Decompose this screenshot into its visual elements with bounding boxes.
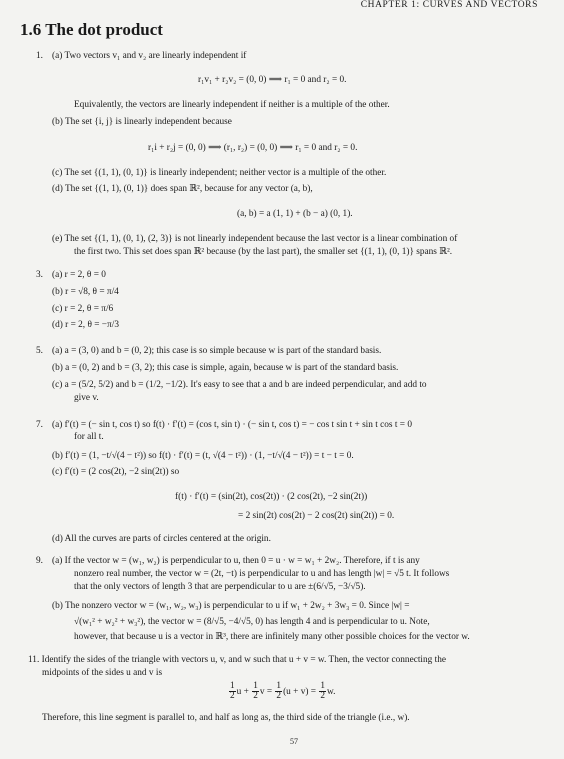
- text-line: (c) The set {(1, 1), (0, 1)} is linearly independent; neither vector is a multiple of the other.: [52, 168, 387, 178]
- text-line: 11. Identify the sides of the triangle with vectors u, v, and w such that u + v = w. Then, the vector connecting the: [28, 655, 446, 665]
- problem-number: 3.: [36, 270, 43, 280]
- text-line: (c) a = (5/2, 5/2) and b = (1/2, −1/2). It's easy to see that a and b are indeed perpendicular, and add to: [52, 380, 427, 390]
- midpoint-equation: $\frac{1}{2}$ u + $\frac{1}{2}$ v = $\frac{1}{2}$ (u + v) = $\frac{1}{2}$ w.: [230, 681, 336, 702]
- text-line: (b) The nonzero vector w = (w₁, w₂, w₃) is perpendicular to u if w₁ + 2w₂ + 3w₃ = 0. Since |w| =: [52, 601, 410, 611]
- text-line: (b) a = (0, 2) and b = (3, 2); this case is simple, again, because w is part of the standard basis.: [52, 363, 399, 373]
- fraction-one-half: $\frac{1}{2}$: [320, 681, 325, 702]
- text-line: (c) f′(t) = (2 cos(2t), −2 sin(2t)) so: [52, 467, 180, 477]
- text-line: for all t.: [74, 432, 104, 442]
- problem-number: 5.: [36, 346, 43, 356]
- text-line: midpoints of the sides u and v is: [42, 668, 163, 678]
- text-line: √(w₁² + w₂² + w₃²), the vector w = (8/√5, −4/√5, 0) has length 4 and is perpendicular to u. Note,: [74, 617, 430, 627]
- running-header: CHAPTER 1: CURVES AND VECTORS: [360, 0, 538, 10]
- text-line: (a) Two vectors v₁ and v₂ are linearly independent if: [52, 51, 247, 61]
- display-equation: f(t) · f′(t) = (sin(2t), cos(2t)) · (2 cos(2t), −2 sin(2t)): [175, 492, 368, 502]
- text-line: (d) r = 2, θ = −π/3: [52, 320, 119, 330]
- problem-number: 9.: [36, 556, 43, 566]
- text-line: nonzero real number, the vector w = (2t, −t) is perpendicular to u and has length |w| = √5 t. It follows: [74, 569, 450, 579]
- display-equation: (a, b) = a (1, 1) + (b − a) (0, 1).: [237, 209, 353, 219]
- text-line: (a) f′(t) = (− sin t, cos t) so f(t) · f′(t) = (cos t, sin t) · (− sin t, cos t) = − cos t sin t + sin t cos t = 0: [52, 420, 412, 430]
- text-line: (d) All the curves are parts of circles centered at the origin.: [52, 534, 271, 544]
- text-line: (e) The set {(1, 1), (0, 1), (2, 3)} is not linearly independent because the last vector is a linear combination of: [52, 234, 458, 244]
- text-line: (d) The set {(1, 1), (0, 1)} does span ℝ², because for any vector (a, b),: [52, 184, 313, 194]
- fraction-one-half: $\frac{1}{2}$: [276, 681, 282, 702]
- fraction-one-half: $\frac{1}{2}$: [230, 681, 235, 702]
- display-equation: r₁v₁ + r₂v₂ = (0, 0) ⟹ r₁ = 0 and r₂ = 0.: [198, 75, 347, 85]
- text-line: (b) f′(t) = (1, −t/√(4 − t²)) so f(t) · f′(t) = (t, √(4 − t²)) · (1, −t/√(4 − t²)) = t − t = 0.: [52, 451, 354, 461]
- problem-number: 1.: [36, 51, 43, 61]
- page-number: 57: [290, 737, 298, 746]
- text-line: that the only vectors of length 3 that are perpendicular to u are ±(6/√5, −3/√5).: [74, 582, 366, 592]
- text-line: (a) r = 2, θ = 0: [52, 270, 106, 280]
- problem-number: 7.: [36, 420, 43, 430]
- text-line: the first two. This set does span ℝ² because (by the last part), the smaller set {(1, 1), (0, 1)} spans ℝ².: [74, 247, 453, 257]
- text-line: (a) If the vector w = (w₁, w₂) is perpendicular to u, then 0 = u · w = w₁ + 2w₂. Therefore, if t is any: [52, 556, 420, 566]
- text-line: (b) r = √8, θ = π/4: [52, 287, 119, 297]
- fraction-one-half: $\frac{1}{2}$: [253, 681, 258, 702]
- text-line: (c) r = 2, θ = π/6: [52, 304, 114, 314]
- display-equation: r₁i + r₂j = (0, 0) ⟹ (r₁, r₂) = (0, 0) ⟹ r₁ = 0 and r₂ = 0.: [148, 143, 358, 153]
- text-line: (b) The set {i, j} is linearly independent because: [52, 117, 232, 127]
- text-line: Equivalently, the vectors are linearly independent if neither is a multiple of the other.: [74, 100, 390, 110]
- section-title: 1.6 The dot product: [20, 20, 163, 39]
- text-line: (a) a = (3, 0) and b = (0, 2); this case is so simple because w is part of the standard basis.: [52, 346, 382, 356]
- display-equation: = 2 sin(2t) cos(2t) − 2 cos(2t) sin(2t)) = 0.: [238, 511, 395, 521]
- text-line: however, that because u is a vector in ℝ³, there are infinitely many other possible choices for the vector w.: [74, 632, 470, 642]
- text-line: Therefore, this line segment is parallel to, and half as long as, the third side of the triangle (i.e., w).: [42, 713, 410, 723]
- text-line: give v.: [74, 393, 99, 403]
